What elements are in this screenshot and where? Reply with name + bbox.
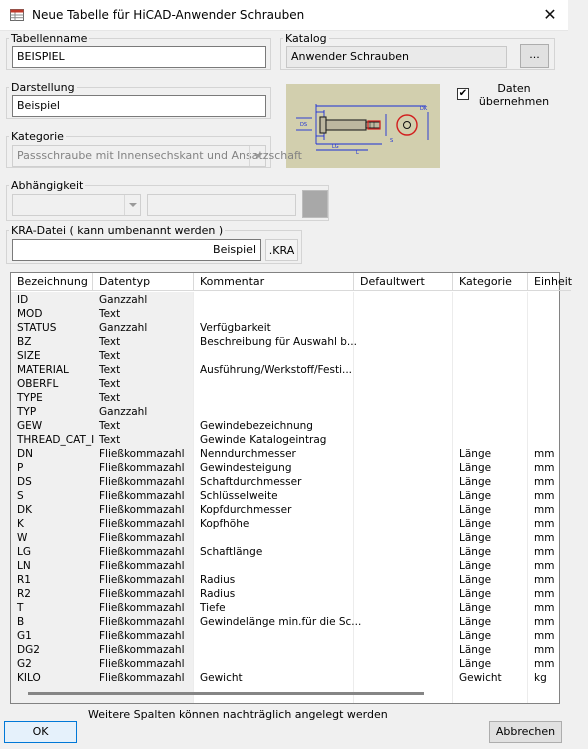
cell-defaultwert	[354, 615, 453, 629]
cell-datentyp: Text	[99, 308, 121, 320]
table-row[interactable]	[11, 363, 571, 377]
cell-datentyp: Fließkommazahl	[99, 616, 185, 628]
table-row[interactable]	[11, 545, 571, 559]
table-row[interactable]	[11, 293, 571, 307]
kategorie-chevron-down-icon	[249, 146, 265, 166]
column-header-datentyp[interactable]: Datentyp	[93, 273, 194, 291]
abhaengigkeit-chevron-down-icon	[124, 195, 140, 215]
cell-einheit: mm	[534, 658, 555, 670]
cell-kategorie	[453, 391, 528, 405]
daten-label-line1: Daten	[497, 82, 531, 95]
footer-note: Weitere Spalten können nachträglich angelegt werden	[88, 708, 388, 721]
kra-extension-label: .KRA	[265, 239, 298, 261]
cell-kategorie: Länge	[459, 462, 492, 474]
cell-datentyp: Fließkommazahl	[99, 490, 185, 502]
cell-defaultwert	[354, 601, 453, 615]
cell-kommentar: Radius	[200, 574, 236, 586]
abhaengigkeit-field	[147, 194, 296, 216]
cell-kommentar: Schaftdurchmesser	[200, 476, 302, 488]
cell-datentyp: Fließkommazahl	[99, 504, 185, 516]
cell-einheit: mm	[534, 602, 555, 614]
cell-datentyp: Fließkommazahl	[99, 644, 185, 656]
cell-kommentar	[194, 629, 354, 643]
cell-bezeichnung: S	[17, 490, 24, 502]
cell-defaultwert	[354, 489, 453, 503]
cell-kommentar	[194, 559, 354, 573]
table-header	[11, 273, 571, 291]
cell-kommentar: Kopfhöhe	[200, 518, 250, 530]
cell-kommentar	[194, 405, 354, 419]
cell-bezeichnung: LN	[17, 560, 31, 572]
cell-defaultwert	[354, 475, 453, 489]
cell-datentyp: Fließkommazahl	[99, 546, 185, 558]
cell-datentyp: Fließkommazahl	[99, 574, 185, 586]
table-row[interactable]	[11, 335, 571, 349]
table-row[interactable]	[11, 629, 571, 643]
cell-bezeichnung: DS	[17, 476, 32, 488]
cell-defaultwert	[354, 517, 453, 531]
table-row[interactable]	[11, 503, 571, 517]
svg-text:L: L	[356, 150, 359, 156]
cell-bezeichnung: W	[17, 532, 28, 544]
window-title: Neue Tabelle für HiCAD-Anwender Schrauben	[32, 8, 305, 22]
cell-kategorie: Länge	[459, 560, 492, 572]
table-row[interactable]	[11, 559, 571, 573]
cell-datentyp: Fließkommazahl	[99, 588, 185, 600]
cell-einheit	[528, 405, 588, 419]
cell-kategorie	[453, 321, 528, 335]
cell-einheit	[528, 349, 588, 363]
table-row[interactable]	[11, 643, 571, 657]
cell-kommentar: Gewindesteigung	[200, 462, 292, 474]
cell-einheit	[528, 335, 588, 349]
cell-defaultwert	[354, 405, 453, 419]
cell-bezeichnung: T	[17, 602, 24, 614]
cell-bezeichnung: TYP	[17, 406, 37, 418]
cell-kategorie: Länge	[459, 448, 492, 460]
cell-bezeichnung: KILO	[17, 672, 41, 684]
column-header-bezeichnung[interactable]: Bezeichnung	[11, 273, 93, 291]
cell-kategorie: Länge	[459, 644, 492, 656]
cell-kategorie	[453, 419, 528, 433]
cell-defaultwert	[354, 335, 453, 349]
cell-datentyp: Text	[99, 378, 121, 390]
kategorie-select	[12, 145, 302, 167]
cell-kategorie: Länge	[459, 602, 492, 614]
svg-text:DK: DK	[420, 106, 428, 112]
cell-bezeichnung: LG	[17, 546, 31, 558]
cell-kommentar	[194, 657, 354, 671]
cell-defaultwert	[354, 573, 453, 587]
cell-kategorie: Länge	[459, 504, 492, 516]
tabellenname-input[interactable]: BEISPIEL	[12, 46, 266, 68]
cell-defaultwert	[354, 447, 453, 461]
cell-kommentar: Kopfdurchmesser	[200, 504, 292, 516]
cell-bezeichnung: OBERFL	[17, 378, 59, 390]
cell-defaultwert	[354, 643, 453, 657]
cell-kategorie: Länge	[459, 658, 492, 670]
cell-datentyp: Fließkommazahl	[99, 448, 185, 460]
table-row[interactable]	[11, 489, 571, 503]
close-icon[interactable]: ✕	[543, 5, 557, 24]
cell-bezeichnung: G1	[17, 630, 32, 642]
abhaengigkeit-color-button	[302, 190, 328, 218]
table-app-icon	[10, 9, 24, 21]
cell-einheit: mm	[534, 546, 555, 558]
table-row[interactable]	[11, 517, 571, 531]
table-row[interactable]	[11, 461, 571, 475]
svg-text:DS: DS	[300, 122, 308, 128]
abhaengigkeit-select	[12, 194, 141, 216]
cell-kategorie: Länge	[459, 518, 492, 530]
cell-bezeichnung: TYPE	[17, 392, 43, 404]
cell-einheit	[528, 363, 588, 377]
cell-bezeichnung: B	[17, 616, 25, 628]
cell-einheit: mm	[534, 588, 555, 600]
cell-datentyp: Text	[99, 336, 121, 348]
cell-einheit	[528, 419, 588, 433]
tabellenname-label: Tabellenname	[11, 32, 88, 45]
darstellung-input[interactable]: Beispiel	[12, 95, 266, 117]
cell-defaultwert	[354, 363, 453, 377]
cell-einheit	[528, 377, 588, 391]
cell-kommentar	[194, 307, 354, 321]
cell-defaultwert	[354, 559, 453, 573]
table-row[interactable]	[11, 615, 571, 629]
cell-kategorie	[453, 293, 528, 307]
table-row[interactable]	[11, 601, 571, 615]
cell-defaultwert	[354, 545, 453, 559]
abbrechen-button[interactable]: Abbrechen	[489, 721, 562, 743]
cell-defaultwert	[354, 293, 453, 307]
cell-einheit	[528, 391, 588, 405]
cell-kommentar: Gewinde Katalogeintrag	[200, 434, 327, 446]
katalog-browse-button[interactable]: ...	[520, 44, 549, 68]
cell-kommentar	[194, 349, 354, 363]
cell-kommentar: Ausführung/Werkstoff/Festi...	[200, 364, 352, 376]
cell-bezeichnung: MOD	[17, 308, 43, 320]
cell-einheit: kg	[534, 672, 547, 684]
cell-bezeichnung: GEW	[17, 420, 43, 432]
cell-datentyp: Fließkommazahl	[99, 672, 185, 684]
cell-defaultwert	[354, 377, 453, 391]
katalog-label: Katalog	[285, 32, 327, 45]
cell-datentyp: Fließkommazahl	[99, 532, 185, 544]
cell-kategorie	[453, 433, 528, 447]
cell-kommentar: Gewindebezeichnung	[200, 420, 313, 432]
cell-kategorie: Gewicht	[459, 672, 502, 684]
cell-bezeichnung: G2	[17, 658, 32, 670]
cell-einheit: mm	[534, 448, 555, 460]
cell-kategorie	[453, 335, 528, 349]
screw-preview-image	[286, 84, 440, 168]
kra-datei-label: KRA-Datei ( kann umbenannt werden )	[11, 224, 224, 237]
table-row[interactable]	[11, 531, 571, 545]
cell-defaultwert	[354, 349, 453, 363]
katalog-field: Anwender Schrauben	[286, 46, 507, 68]
column-header-kategorie[interactable]: Kategorie	[453, 273, 528, 291]
cell-datentyp: Text	[99, 434, 121, 446]
horizontal-scrollbar[interactable]	[28, 692, 424, 695]
cell-datentyp: Fließkommazahl	[99, 476, 185, 488]
cell-kommentar	[194, 643, 354, 657]
cell-einheit: mm	[534, 504, 555, 516]
cell-defaultwert	[354, 629, 453, 643]
cell-defaultwert	[354, 531, 453, 545]
cell-datentyp: Fließkommazahl	[99, 462, 185, 474]
daten-uebernehmen-label	[478, 82, 550, 108]
cell-datentyp: Ganzzahl	[99, 406, 148, 418]
cell-defaultwert	[354, 307, 453, 321]
table-row[interactable]	[11, 391, 571, 405]
column-header-kommentar[interactable]: Kommentar	[194, 273, 354, 291]
cell-kommentar: Schaftlänge	[200, 546, 263, 558]
cell-einheit: mm	[534, 630, 555, 642]
cell-defaultwert	[354, 657, 453, 671]
columns-table	[10, 272, 573, 704]
cell-kategorie: Länge	[459, 574, 492, 586]
table-row[interactable]	[11, 377, 571, 391]
cell-kommentar: Schlüsselweite	[200, 490, 278, 502]
table-row[interactable]	[11, 447, 571, 461]
table-row[interactable]	[11, 475, 571, 489]
table-row[interactable]	[11, 657, 571, 671]
cell-kommentar	[194, 293, 354, 307]
table-row[interactable]	[11, 349, 571, 363]
cell-defaultwert	[354, 419, 453, 433]
cell-kommentar: Gewicht	[200, 672, 243, 684]
svg-text:S: S	[390, 138, 394, 144]
cell-kategorie	[453, 405, 528, 419]
table-row[interactable]	[11, 405, 571, 419]
cell-kategorie	[453, 307, 528, 321]
cell-bezeichnung: ID	[17, 294, 29, 306]
cell-datentyp: Fließkommazahl	[99, 518, 185, 530]
cell-datentyp: Fließkommazahl	[99, 658, 185, 670]
svg-text:LG: LG	[332, 144, 339, 150]
cell-defaultwert	[354, 461, 453, 475]
cell-bezeichnung: DG2	[17, 644, 40, 656]
cell-bezeichnung: K	[17, 518, 24, 530]
table-row[interactable]	[11, 671, 571, 685]
cell-kategorie: Länge	[459, 546, 492, 558]
cell-defaultwert	[354, 587, 453, 601]
cell-kategorie: Länge	[459, 616, 492, 628]
cell-kategorie	[453, 363, 528, 377]
table-row[interactable]	[11, 433, 571, 447]
cell-einheit: mm	[534, 518, 555, 530]
cell-kategorie: Länge	[459, 532, 492, 544]
cell-datentyp: Text	[99, 350, 121, 362]
cell-defaultwert	[354, 671, 453, 685]
daten-label-line2: übernehmen	[478, 95, 550, 108]
cell-kategorie	[453, 377, 528, 391]
abhaengigkeit-label: Abhängigkeit	[11, 179, 84, 192]
cell-kategorie: Länge	[459, 476, 492, 488]
kategorie-label: Kategorie	[11, 130, 64, 143]
cell-kommentar	[194, 531, 354, 545]
cell-bezeichnung: DN	[17, 448, 33, 460]
kategorie-value: Passschraube mit Innensechskant und Ansatzschaft	[17, 149, 302, 162]
cell-kommentar: Beschreibung für Auswahl b...	[200, 336, 357, 348]
cell-einheit	[528, 321, 588, 335]
cell-defaultwert	[354, 503, 453, 517]
cell-kommentar: Tiefe	[200, 602, 226, 614]
daten-uebernehmen-checkbox[interactable]: ✔	[458, 88, 468, 99]
ok-button[interactable]: OK	[4, 721, 77, 743]
cell-kategorie: Länge	[459, 630, 492, 642]
kra-datei-input[interactable]: Beispiel	[12, 239, 261, 261]
cell-kommentar	[194, 391, 354, 405]
table-row[interactable]	[11, 419, 571, 433]
cell-bezeichnung: MATERIAL	[17, 364, 69, 376]
cell-bezeichnung: STATUS	[17, 322, 57, 334]
cell-bezeichnung: R2	[17, 588, 31, 600]
title-bar	[0, 0, 568, 31]
cell-einheit	[528, 307, 588, 321]
cell-datentyp: Text	[99, 392, 121, 404]
column-header-defaultwert[interactable]: Defaultwert	[354, 273, 453, 291]
cell-einheit	[528, 433, 588, 447]
cell-einheit: mm	[534, 616, 555, 628]
screw-technical-drawing	[286, 84, 440, 168]
cell-datentyp: Text	[99, 420, 121, 432]
cell-datentyp: Ganzzahl	[99, 322, 148, 334]
table-row[interactable]	[11, 573, 571, 587]
cell-kommentar: Gewindelänge min.für die Sc...	[200, 616, 362, 628]
cell-kommentar	[194, 377, 354, 391]
cell-bezeichnung: P	[17, 462, 24, 474]
table-row[interactable]	[11, 587, 571, 601]
cell-einheit	[528, 293, 588, 307]
cell-bezeichnung: DK	[17, 504, 32, 516]
table-row[interactable]	[11, 307, 571, 321]
cell-datentyp: Fließkommazahl	[99, 630, 185, 642]
cell-datentyp: Fließkommazahl	[99, 560, 185, 572]
table-row[interactable]	[11, 321, 571, 335]
cell-defaultwert	[354, 391, 453, 405]
cell-kommentar: Nenndurchmesser	[200, 448, 296, 460]
column-header-einheit[interactable]: Einheit	[534, 275, 573, 288]
cell-einheit: mm	[534, 490, 555, 502]
cell-einheit: mm	[534, 532, 555, 544]
cell-kategorie: Länge	[459, 490, 492, 502]
cell-bezeichnung: R1	[17, 574, 31, 586]
cell-bezeichnung: BZ	[17, 336, 32, 348]
cell-bezeichnung: THREAD_CAT_I	[17, 434, 95, 446]
cell-kategorie	[453, 349, 528, 363]
cell-einheit: mm	[534, 560, 555, 572]
cell-kategorie: Länge	[459, 588, 492, 600]
cell-kommentar: Radius	[200, 588, 236, 600]
cell-defaultwert	[354, 433, 453, 447]
cell-einheit: mm	[534, 574, 555, 586]
cell-bezeichnung: SIZE	[17, 350, 41, 362]
cell-datentyp: Ganzzahl	[99, 294, 148, 306]
cell-kommentar: Verfügbarkeit	[200, 322, 271, 334]
cell-einheit: mm	[534, 644, 555, 656]
cell-defaultwert	[354, 321, 453, 335]
cell-datentyp: Text	[99, 364, 121, 376]
darstellung-label: Darstellung	[11, 81, 75, 94]
cell-einheit: mm	[534, 462, 555, 474]
cell-datentyp: Fließkommazahl	[99, 602, 185, 614]
cell-einheit: mm	[534, 476, 555, 488]
